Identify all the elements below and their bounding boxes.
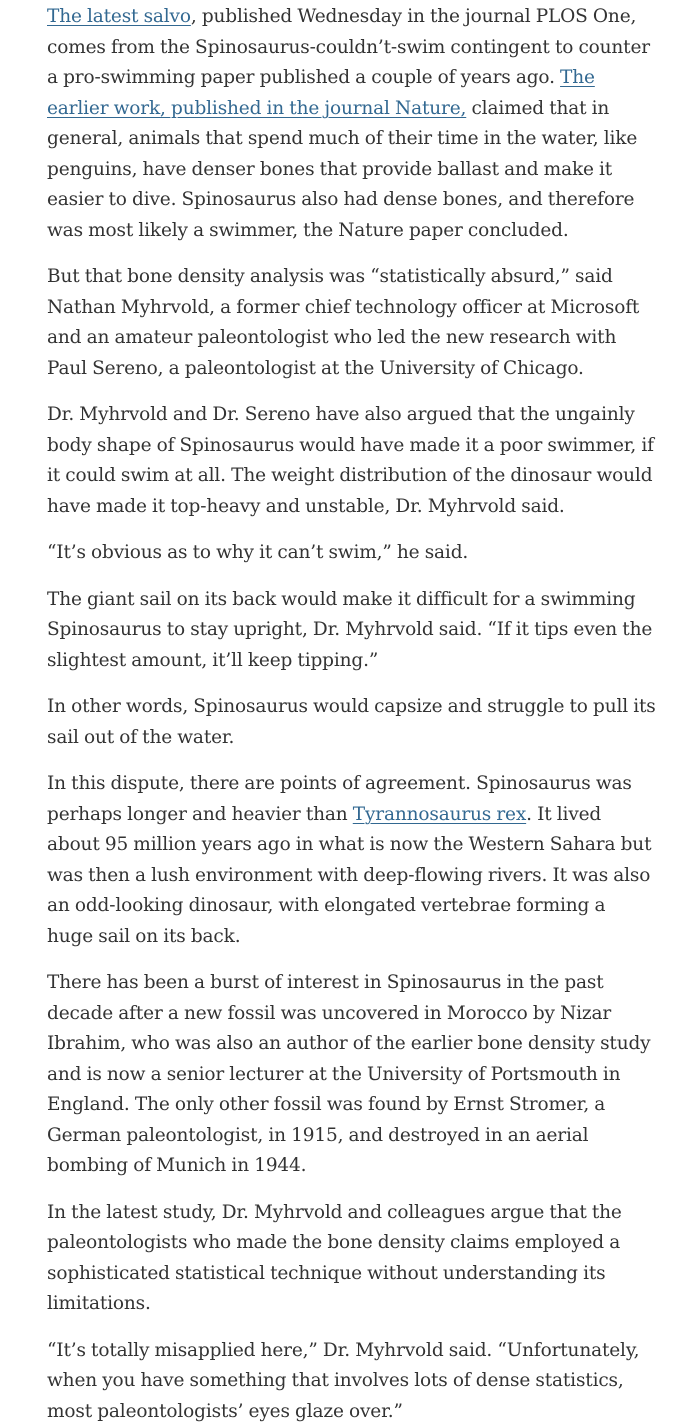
article-paragraph: [47, 769, 656, 952]
article-paragraph: [47, 968, 656, 1182]
latest-salvo-link[interactable]: The latest salvo: [47, 6, 191, 27]
paragraph-text: There has been a burst of interest in Spinosaurus in the past decade after a new fossil was uncovered in Morocco by Nizar Ibrahim, who was also an author of the earlier bone density study and is now a senior lecturer at the University of Portsmouth in England. The only other fossil was found by Ernst Stromer, a German paleontologist, in 1915, and destroyed in an aerial bombing of Munich in 1944.: [47, 972, 651, 1176]
paragraph-text: But that bone density analysis was “statistically absurd,” said Nathan Myhrvold, a former chief technology officer at Microsoft and an amateur paleontologist who led the new research with Paul Sereno, a paleontologist at the University of Chicago.: [47, 266, 640, 379]
paragraph-text: Dr. Myhrvold and Dr. Sereno have also argued that the ungainly body shape of Spinosaurus would have made it a poor swimmer, if it could swim at all. The weight distribution of the dinosaur would have made it top-heavy and unstable, Dr. Myhrvold said.: [47, 404, 654, 517]
paragraph-text: In other words, Spinosaurus would capsize and struggle to pull its sail out of the water.: [47, 696, 656, 748]
paragraph-text: The giant sail on its back would make it difficult for a swimming Spinosaurus to stay upright, Dr. Myhrvold said. “If it tips even the slightest amount, it’ll keep tipping.”: [47, 588, 653, 671]
article-paragraph: [47, 1198, 656, 1320]
article-paragraph: [47, 400, 656, 522]
paragraph-text: In the latest study, Dr. Myhrvold and colleagues argue that the paleontologists who made the bone density claims employed a sophisticated statistical technique without understanding its limitations.: [47, 1201, 622, 1314]
paragraph-text: In this dispute, there are points of agreement. Spinosaurus was perhaps longer and heavier than: [47, 773, 632, 825]
paragraph-text: . It lived about 95 million years ago in what is now the Western Sahara but was then a lush environment with deep-flowing rivers. It was also an odd-looking dinosaur, with elongated vertebrae forming a huge sail on its back.: [47, 803, 652, 947]
paragraph-text: , published Wednesday in the journal PLOS One, comes from the Spinosaurus-couldn’t-swim contingent to counter a pro-swimming paper published a couple of years ago.: [47, 6, 650, 88]
article-paragraph: [47, 1336, 656, 1427]
article-paragraph: [47, 262, 656, 384]
tyrannosaurus-rex-link[interactable]: Tyrannosaurus rex: [352, 803, 527, 825]
nature-paper-link[interactable]: The earlier work, published in the journal Nature,: [47, 67, 595, 119]
article-paragraph: [47, 2, 656, 246]
article-paragraph: [47, 692, 656, 753]
paragraph-text: claimed that in general, animals that spend much of their time in the water, like penguins, have denser bones that provide ballast and make it easier to dive. Spinosaurus also had dense bones, and therefore was most likely a swimmer, the Nature paper concluded.: [47, 97, 638, 241]
paragraph-text: “It’s obvious as to why it can’t swim,” he said.: [47, 542, 469, 563]
paragraph-text: “It’s totally misapplied here,” Dr. Myhrvold said. “Unfortunately, when you have something that involves lots of dense statistics, most paleontologists’ eyes glaze over.”: [47, 1339, 640, 1422]
article-paragraph: [47, 585, 656, 677]
article-paragraph: [47, 538, 656, 569]
